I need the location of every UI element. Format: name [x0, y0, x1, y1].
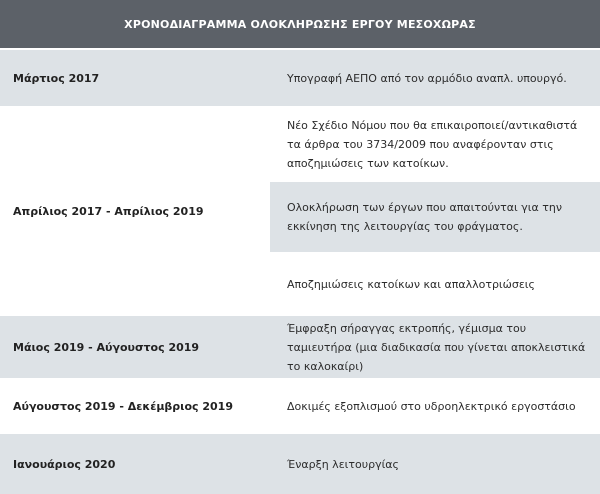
row-event: Ολοκλήρωση των έργων που απαιτούνται για την εκκίνηση της λειτουργίας του φράγματος.: [270, 182, 600, 252]
table-row: [0, 434, 600, 494]
row-date: Αύγουστος 2019 - Δεκέμβριος 2019: [13, 399, 233, 413]
row-date: Ιανουάριος 2020: [13, 457, 116, 471]
row-date: Μάιος 2019 - Αύγουστος 2019: [13, 340, 200, 354]
row-event: Αποζημιώσεις κατοίκων και απαλλοτριώσεις: [270, 252, 600, 316]
row-event: Δοκιμές εξοπλισμού στο υδροηλεκτρικό εργοστάσιο: [287, 399, 576, 413]
row-date: Μάρτιος 2017: [13, 71, 100, 85]
row-event: Υπογραφή ΑΕΠΟ από τον αρμόδιο αναπλ. υπουργό.: [287, 71, 567, 85]
table-row: [0, 316, 600, 378]
table-title: ΧΡΟΝΟΔΙΑΓΡΑΜΜΑ ΟΛΟΚΛΗΡΩΣΗΣ ΕΡΓΟΥ ΜΕΣΟΧΩΡΑΣ: [0, 0, 600, 48]
table-row: [0, 106, 600, 316]
row-event: Νέο Σχέδιο Νόμου που θα επικαιροποιεί/αντικαθιστά τα άρθρα του 3734/2009 που αναφέρονταν στις αποζημιώσεις των κατοίκων.: [270, 106, 600, 182]
row-event: Έμφραξη σήραγγας εκτροπής, γέμισμα του ταμιευτήρα (μια διαδικασία που γίνεται αποκλειστικά το καλοκαίρι): [287, 321, 586, 373]
table-row: [0, 50, 600, 106]
row-date: Απρίλιος 2017 - Απρίλιος 2019: [13, 204, 204, 218]
row-event: Έναρξη λειτουργίας: [287, 457, 400, 471]
row-events: [270, 106, 600, 316]
table-row: [0, 378, 600, 434]
